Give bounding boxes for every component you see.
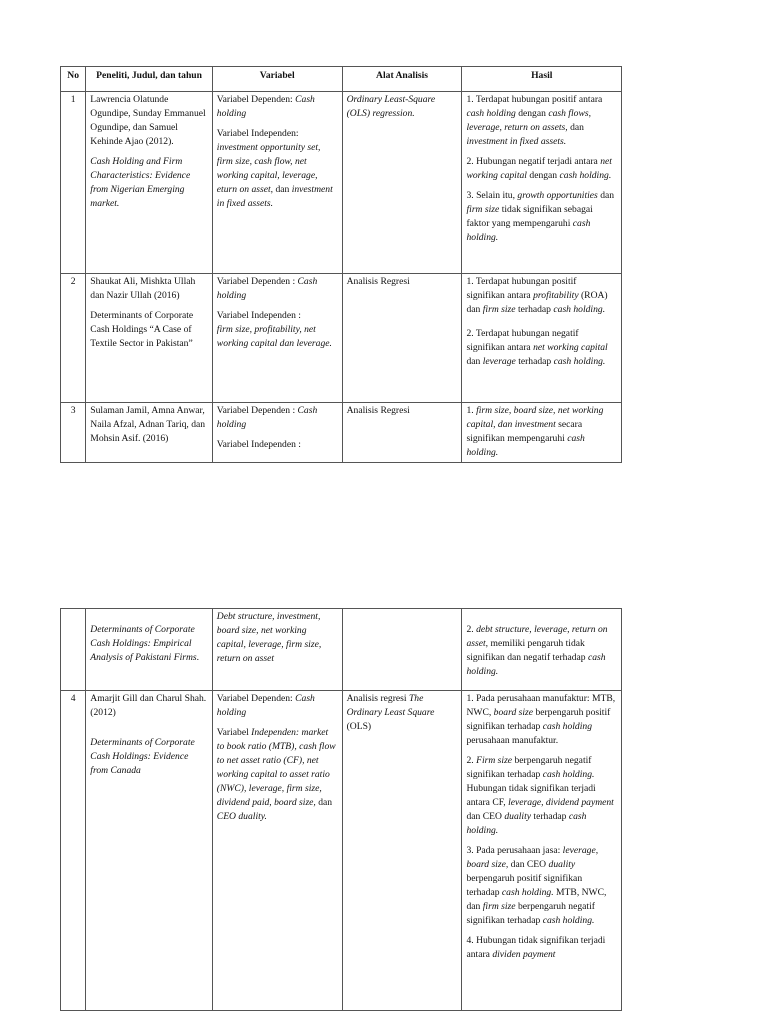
alat-cell (342, 274, 462, 403)
hasil-term: cash holding (542, 721, 592, 732)
hasil-text: terhadap (517, 304, 551, 315)
hasil-text: berpengaruh positif signifikan terhadap (466, 707, 611, 732)
variabel-cell (212, 403, 342, 463)
research-table-part-1 (60, 66, 622, 463)
hasil-term: firm size (482, 901, 516, 912)
alat-cell (342, 691, 462, 1011)
var-indep-label: Variabel (216, 727, 249, 738)
var-indep: firm size, profitability, net working capital dan leverage. (216, 324, 332, 349)
hasil-cell (462, 691, 622, 1011)
hasil-text: dan CEO (510, 859, 547, 870)
hasil-text: Hubungan tidak signifikan terjadi antara CF, (466, 783, 596, 808)
hasil-term: duality (504, 811, 531, 822)
table-row (61, 92, 622, 274)
hasil-term: investment in fixed assets. (466, 136, 567, 147)
hasil-text: 1. Terdapat hubungan positif antara (466, 94, 603, 105)
alat-cell (342, 92, 462, 274)
hasil-term: cash holding. (542, 769, 595, 780)
peneliti-names: Amarjit Gill dan Charul Shah. (2012) (90, 693, 207, 718)
alat-analisis: Analisis Regresi (346, 405, 410, 416)
hasil-text: dan (600, 190, 615, 201)
hasil-text: 2. Terdapat hubungan negatif signifikan antara (466, 328, 579, 353)
var-dep-label: Variabel Dependen: (216, 693, 293, 704)
hasil-term: cash holding (466, 108, 516, 119)
hasil-term: cash holding. (501, 887, 554, 898)
hasil-text: dan (466, 356, 481, 367)
var-dep-label: Variabel Dependen : (216, 276, 296, 287)
table-row (61, 274, 622, 403)
var-indep-label: Variabel Independen: (216, 128, 299, 139)
var-indep: Debt structure, investment, board size, net working capital, leverage, firm size, return on asset (216, 611, 322, 664)
hasil-cell (462, 274, 622, 403)
hasil-text: MTB, NWC, dan (466, 887, 607, 912)
hasil-term: cash holding. (542, 915, 595, 926)
hasil-term: cash holding. (559, 170, 612, 181)
hasil-text: berpengaruh positif signifikan terhadap (466, 873, 583, 898)
var-dep-label: Variabel Dependen: (216, 94, 293, 105)
hasil-term: profitability (533, 290, 579, 301)
var-dep: Cash holding (216, 693, 315, 718)
hasil-term: cash holding. (466, 652, 606, 677)
peneliti-cell (86, 92, 213, 274)
hasil-text: perusahaan manufaktur. (466, 735, 559, 746)
hasil-term: cash holding. (466, 433, 585, 458)
hasil-term: debt structure, leverage, return on asset, (466, 624, 608, 649)
hasil-text: 1. Pada perusahaan manufaktur: MTB, NWC, (466, 693, 616, 718)
hasil-term: Firm size (476, 755, 513, 766)
hasil-term: cash flows, leverage, return on assets, (466, 108, 591, 133)
alat-analisis: Analisis regresi (346, 693, 407, 704)
header-variabel: Variabel (212, 67, 342, 92)
hasil-term: leverage, dividend payment (508, 797, 614, 808)
hasil-text: tidak signifikan sebagai faktor yang mempengaruhi (466, 204, 593, 229)
hasil-text: terhadap (518, 356, 552, 367)
alat-analisis: (OLS) (346, 721, 372, 732)
hasil-text: 3. Selain itu, (466, 190, 515, 201)
var-dep: Cash holding (216, 405, 318, 430)
var-indep-last: investment in fixed assets. (216, 184, 333, 209)
var-indep: investment opportunity set, firm size, cash flow, net working capital, leverage, eturn on asset, (216, 142, 321, 195)
var-indep-label: Variabel Independen : (216, 310, 301, 321)
hasil-term: firm size (466, 204, 500, 215)
judul-end: . (196, 652, 200, 663)
hasil-text: 3. Pada perusahaan jasa: (466, 845, 561, 856)
hasil-text: dengan (518, 108, 546, 119)
judul: Determinants of Corporate Cash Holdings “A Case of Textile Sector in Pakistan” (90, 310, 194, 349)
hasil-term: net working capital (466, 156, 612, 181)
alat-cell (342, 609, 462, 691)
research-table-part-2 (60, 608, 622, 1011)
table-header-row (61, 67, 622, 92)
var-dep: Cash holding (216, 276, 318, 301)
table-row-continued (61, 609, 622, 691)
row-number: 3 (61, 403, 86, 463)
hasil-term: cash holding. (466, 218, 591, 243)
hasil-term: leverage (482, 356, 516, 367)
row-number (61, 609, 86, 691)
judul: Determinants of Corporate Cash Holdings: Evidence from Canada (90, 737, 195, 776)
peneliti-cell (86, 403, 213, 463)
hasil-term: growth opportunities (517, 190, 598, 201)
peneliti-cell (86, 609, 213, 691)
var-dep: Cash holding (216, 94, 315, 119)
hasil-cell (462, 609, 622, 691)
peneliti-cell (86, 274, 213, 403)
hasil-text: 1. Terdapat hubungan positif signifikan antara (466, 276, 577, 301)
hasil-term: firm size (482, 304, 516, 315)
table-row (61, 403, 622, 463)
variabel-cell (212, 609, 342, 691)
hasil-term: leverage, board size, (466, 845, 599, 870)
var-indep-conj: dan (318, 797, 333, 808)
row-number: 4 (61, 691, 86, 1011)
variabel-cell (212, 274, 342, 403)
peneliti-cell (86, 691, 213, 1011)
var-indep-last: CEO duality. (216, 811, 267, 822)
hasil-text: 1. (466, 405, 474, 416)
alat-analisis-term: The Ordinary Least Square (346, 693, 435, 718)
var-indep-label: Variabel Independen : (216, 439, 301, 450)
alat-analisis: Ordinary Least-Square (OLS) regression. (346, 94, 436, 119)
hasil-text: (ROA) dan (466, 290, 608, 315)
var-indep: Independen: market to book ratio (MTB), cash flow to net asset ratio (CF), net working capital to asset ratio (NWC), leverage, firm size, dividend paid, board size, (216, 727, 336, 808)
hasil-text: 2. (466, 755, 474, 766)
hasil-term: dividen payment (492, 949, 556, 960)
hasil-text: berpengaruh negatif signifikan terhadap (466, 901, 595, 926)
hasil-cell (462, 403, 622, 463)
hasil-term: cash holding. (553, 304, 606, 315)
header-hasil: Hasil (462, 67, 622, 92)
hasil-text: 2. (466, 624, 474, 635)
judul: Cash Holding and Firm Characteristics: Evidence from Nigerian Emerging market. (90, 156, 191, 209)
peneliti-names: Shaukat Ali, Mishkta Ullah dan Nazir Ullah (2016) (90, 276, 196, 301)
var-indep-conj: dan (275, 184, 290, 195)
hasil-text: dengan (529, 170, 558, 181)
hasil-term: board size (493, 707, 534, 718)
hasil-text: dan (570, 122, 584, 133)
hasil-cell (462, 92, 622, 274)
variabel-cell (212, 691, 342, 1011)
hasil-term: firm size, board size, net working capital, dan investment (466, 405, 604, 430)
hasil-term: cash holding. (466, 811, 587, 836)
table-row (61, 691, 622, 1011)
hasil-text: terhadap (533, 811, 567, 822)
variabel-cell (212, 92, 342, 274)
hasil-text: 4. Hubungan tidak signifikan terjadi antara (466, 935, 606, 960)
peneliti-names: Lawrencia Olatunde Ogundipe, Sunday Emmanuel Ogundipe, dan Samuel Kehinde Ajao (2012). (90, 94, 206, 147)
hasil-text: 2. Hubungan negatif terjadi antara (466, 156, 598, 167)
hasil-text: secara signifikan mempengaruhi (466, 419, 583, 444)
header-peneliti: Peneliti, Judul, dan tahun (86, 67, 213, 92)
var-dep-label: Variabel Dependen : (216, 405, 296, 416)
alat-cell (342, 403, 462, 463)
hasil-term: duality (548, 859, 576, 870)
hasil-text: dan CEO (466, 811, 502, 822)
header-no: No (61, 67, 86, 92)
hasil-text: berpengaruh negatif signifikan terhadap (466, 755, 592, 780)
peneliti-names: Sulaman Jamil, Amna Anwar, Naila Afzal, Adnan Tariq, dan Mohsin Asif. (2016) (90, 405, 206, 444)
hasil-text: memiliki pengaruh tidak signifikan dan negatif terhadap (466, 638, 586, 663)
judul: Determinants of Corporate Cash Holdings: Empirical Analysis of Pakistani Firms (90, 624, 197, 663)
row-number: 1 (61, 92, 86, 274)
header-alat-analisis: Alat Analisis (342, 67, 462, 92)
hasil-term: net working capital (533, 342, 608, 353)
row-number: 2 (61, 274, 86, 403)
hasil-term: cash holding. (553, 356, 606, 367)
alat-analisis: Analisis Regresi (346, 276, 410, 287)
